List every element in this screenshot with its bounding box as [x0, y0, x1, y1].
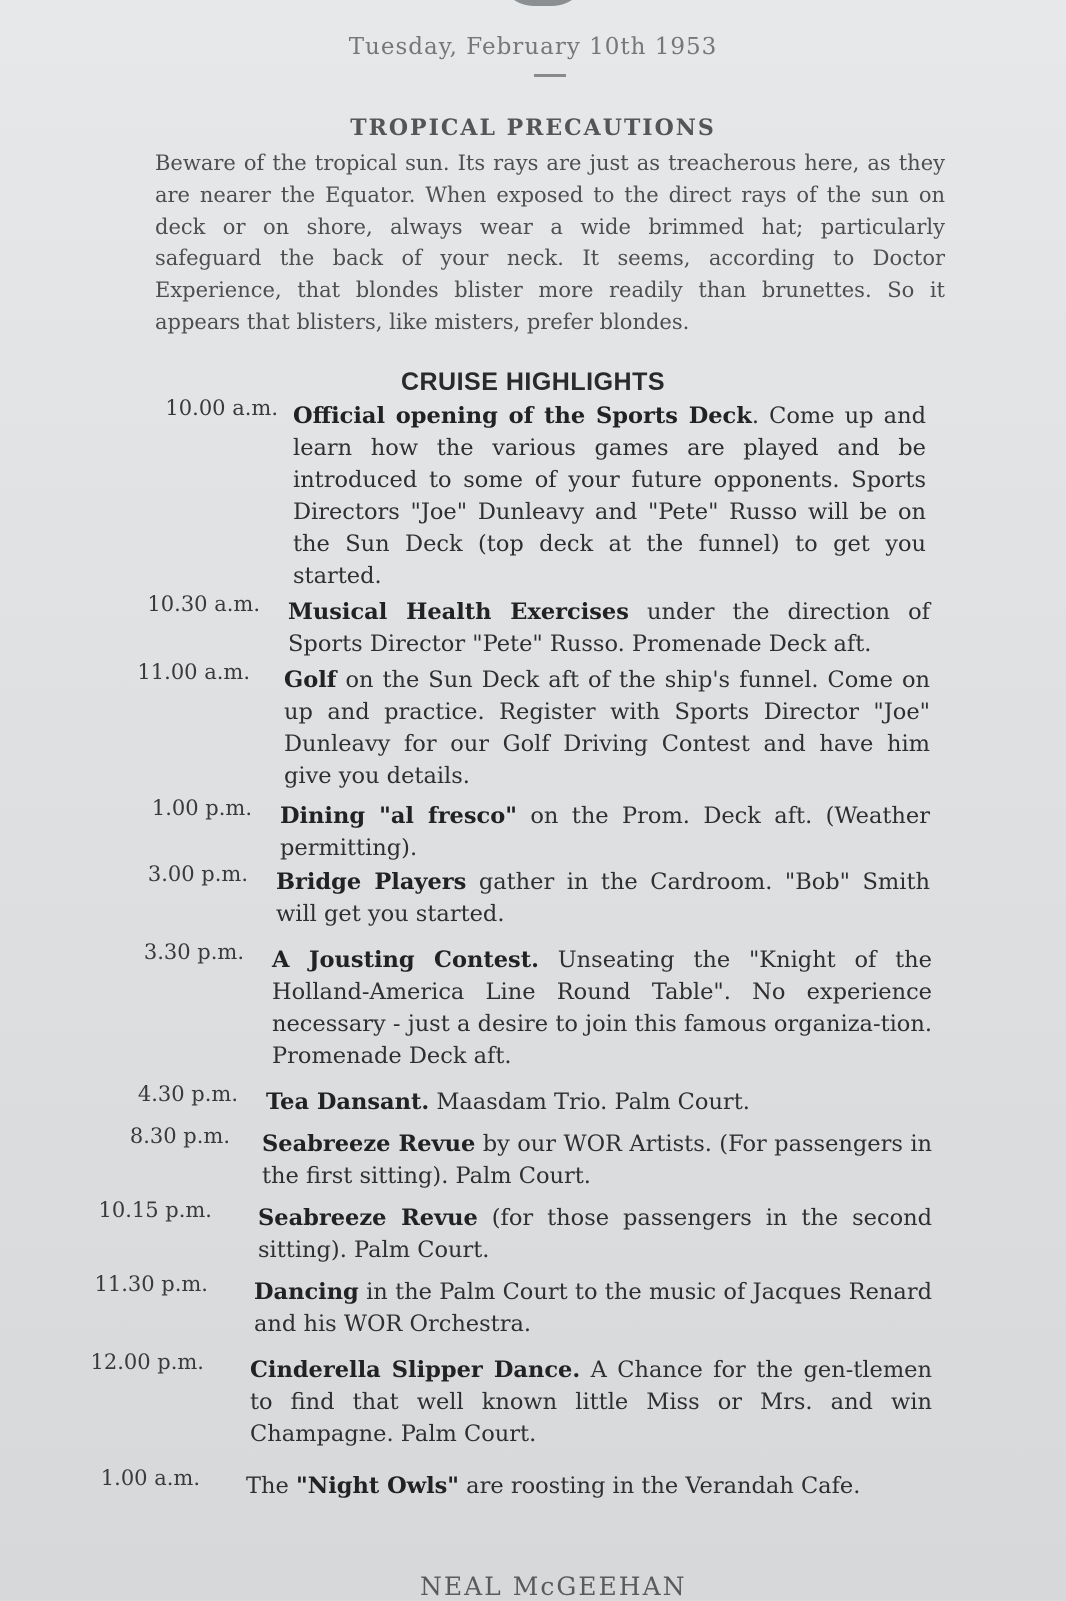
item-text: gather in the Cardroom. "Bob" Smith will get you started.: [276, 869, 930, 927]
item-prefix: The: [246, 1473, 296, 1499]
item-time: 12.00 p.m.: [90, 1350, 204, 1374]
item-text: on the Sun Deck aft of the ship's funnel. Come on up and practice. Register with Sports Director "Joe" Dunleavy for our Golf Driving Contest and have him give you details.: [284, 667, 930, 789]
item-description: [254, 1276, 932, 1340]
item-description: [272, 944, 932, 1072]
item-text: A Chance for the gen-tlemen to find that well known little Miss or Mrs. and win Champagne. Palm Court.: [250, 1357, 932, 1447]
item-title: Seabreeze Revue: [262, 1131, 476, 1157]
item-time: 1.00 a.m.: [100, 1466, 200, 1490]
item-text: Maasdam Trio. Palm Court.: [429, 1089, 750, 1115]
item-time: 10.15 p.m.: [98, 1198, 212, 1222]
item-description: [288, 596, 930, 660]
item-description: [280, 800, 930, 864]
item-time: 11.30 p.m.: [94, 1272, 208, 1296]
item-description: [284, 664, 930, 792]
item-title: "Night Owls": [295, 1473, 460, 1499]
item-time: 10.00 a.m.: [165, 396, 278, 420]
item-title: Dining "al fresco": [280, 803, 517, 829]
tropical-precautions-text: Beware of the tropical sun. Its rays are just as treacherous here, as they are nearer the Equator. When exposed to the direct rays of the sun on deck or on shore, always wear a wide brimmed hat; particularly safeguard the back of your neck. It seems, according to Doctor Experience, that blondes blister more readily than brunettes. So it appears that blisters, like misters, prefer blondes.: [155, 151, 945, 334]
item-time: 11.00 a.m.: [137, 660, 250, 684]
item-title: Tea Dansant.: [266, 1089, 430, 1115]
item-time: 3.00 p.m.: [147, 862, 248, 886]
item-title: Cinderella Slipper Dance.: [250, 1357, 581, 1383]
item-text: under the direction of Sports Director "Pete" Russo. Promenade Deck aft.: [288, 599, 930, 657]
signature: NEAL McGEEHAN: [420, 1572, 687, 1601]
item-title: Golf: [284, 667, 337, 693]
program-date: Tuesday, February 10th 1953: [348, 34, 718, 60]
item-text: by our WOR Artists. (For passengers in the first sitting). Palm Court.: [262, 1131, 933, 1189]
item-time: 4.30 p.m.: [137, 1082, 238, 1106]
item-title: Musical Health Exercises: [288, 599, 629, 625]
item-text: in the Palm Court to the music of Jacques Renard and his WOR Orchestra.: [254, 1279, 932, 1337]
item-description: [293, 400, 926, 592]
item-title: Official opening of the Sports Deck: [293, 403, 752, 429]
item-time: 10.30 a.m.: [147, 592, 260, 616]
item-text: are roosting in the Verandah Cafe.: [459, 1473, 861, 1499]
item-description: [246, 1470, 936, 1502]
cruise-highlights-heading: CRUISE HIGHLIGHTS: [400, 368, 666, 396]
item-text: Unseating the "Knight of the Holland-America Line Round Table". No experience necessary - just a desire to join this famous organiza-tion. Promenade Deck aft.: [272, 947, 932, 1069]
item-title: A Jousting Contest.: [272, 947, 539, 973]
item-description: [250, 1354, 932, 1450]
item-description: [262, 1128, 932, 1192]
item-time: 1.00 p.m.: [151, 796, 252, 820]
item-title: Bridge Players: [276, 869, 467, 895]
item-title: Dancing: [254, 1279, 359, 1305]
item-time: 8.30 p.m.: [129, 1124, 230, 1148]
item-text: (for those passengers in the second sitting). Palm Court.: [258, 1205, 933, 1263]
item-text: on the Prom. Deck aft. (Weather permitting).: [280, 803, 930, 861]
item-description: [276, 866, 930, 930]
divider: [534, 74, 566, 77]
item-text: . Come up and learn how the various games are played and be introduced to some of your future opponents. Sports Directors "Joe" Dunleavy and "Pete" Russo will be on the Sun Deck (top deck at the funnel) to get you started.: [293, 403, 926, 589]
item-title: Seabreeze Revue: [258, 1205, 478, 1231]
tropical-precautions-heading: TROPICAL PRECAUTIONS: [350, 115, 716, 141]
emblem-fragment: [498, 0, 588, 6]
item-description: [258, 1202, 932, 1266]
item-time: 3.30 p.m.: [143, 940, 244, 964]
item-description: [266, 1086, 930, 1118]
